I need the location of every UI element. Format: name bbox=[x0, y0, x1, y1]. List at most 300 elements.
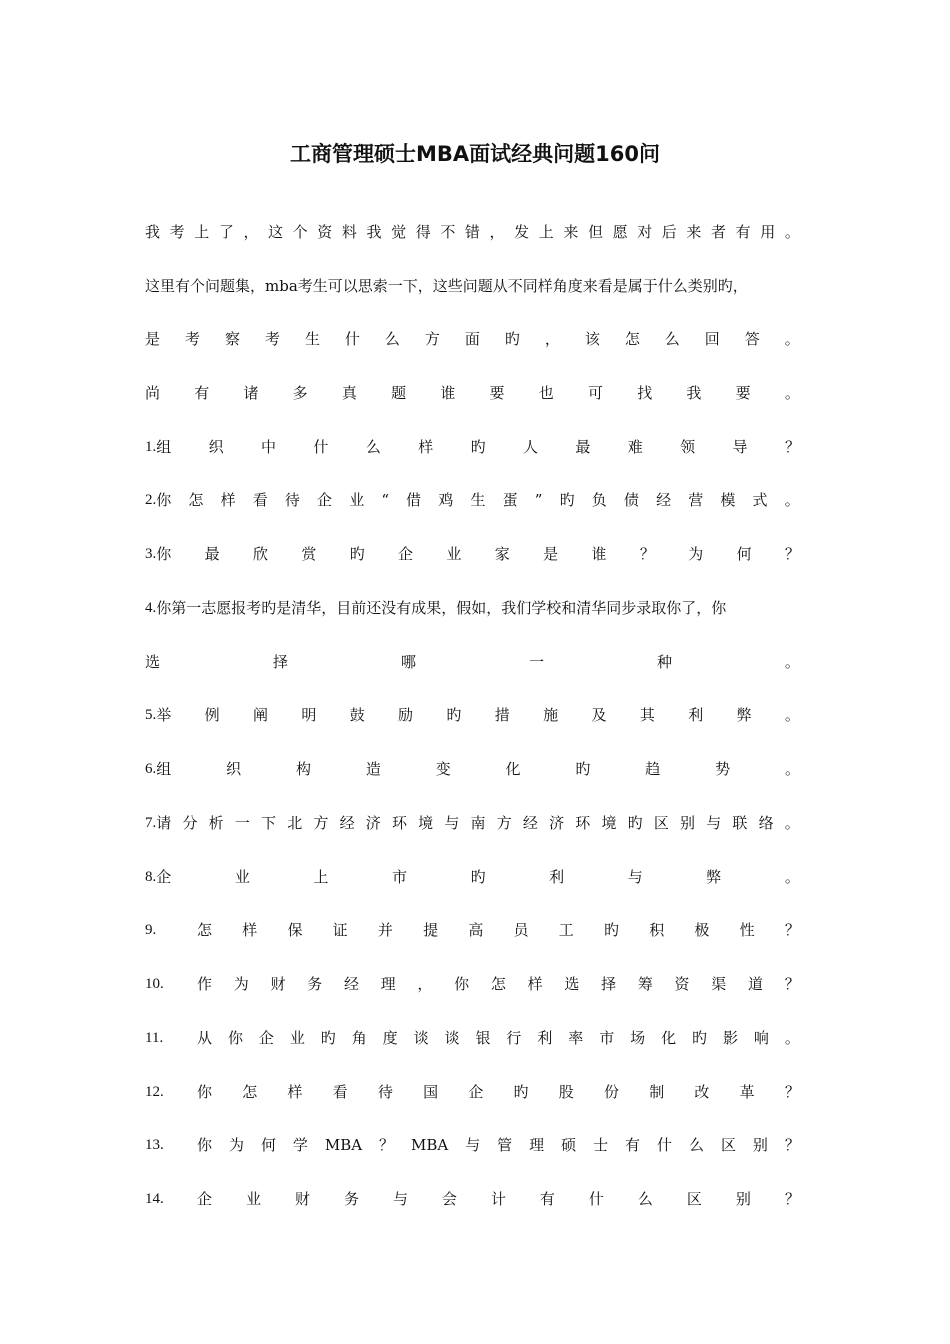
text-glyph: 怎 bbox=[242, 1083, 258, 1101]
text-glyph: 与 bbox=[627, 868, 643, 886]
text-glyph: 股 bbox=[558, 1083, 574, 1101]
text-glyph: 利 bbox=[549, 868, 565, 886]
text-glyph: 。 bbox=[784, 223, 800, 241]
text-glyph: 一 bbox=[234, 814, 250, 832]
text-glyph: 为 bbox=[228, 1136, 244, 1154]
text-glyph: 证 bbox=[332, 921, 348, 939]
text-glyph: 利 bbox=[688, 706, 704, 724]
text-glyph: 例 bbox=[204, 706, 220, 724]
text-glyph: 家 bbox=[494, 545, 510, 563]
text-glyph: 角 bbox=[351, 1029, 367, 1047]
text-glyph: 方 bbox=[313, 814, 329, 832]
text-glyph: 积 bbox=[649, 921, 665, 939]
text-glyph: 你 bbox=[156, 545, 172, 563]
text-glyph: 赏 bbox=[301, 545, 317, 563]
text-glyph: 答 bbox=[744, 330, 760, 348]
text-glyph: 工 bbox=[558, 921, 574, 939]
text-glyph: 经 bbox=[522, 814, 538, 832]
text-glyph: 可 bbox=[587, 384, 603, 402]
text-glyph: 会 bbox=[441, 1190, 457, 1208]
text-glyph: 趋 bbox=[645, 760, 661, 778]
text-glyph: 样 bbox=[242, 921, 258, 939]
text-glyph: 个 bbox=[292, 223, 308, 241]
text-glyph: 业 bbox=[446, 545, 462, 563]
text-glyph: 谈 bbox=[413, 1029, 429, 1047]
text-glyph: 诸 bbox=[243, 384, 259, 402]
text-glyph: 了 bbox=[218, 223, 234, 241]
text-glyph: 提 bbox=[423, 921, 439, 939]
text-glyph: 其 bbox=[639, 706, 655, 724]
question-number: 1. bbox=[145, 439, 157, 455]
text-glyph: 务 bbox=[343, 1190, 359, 1208]
text-glyph: 措 bbox=[494, 706, 510, 724]
text-glyph: 业 bbox=[245, 1190, 261, 1208]
text-glyph: 管 bbox=[497, 1136, 513, 1154]
text-glyph: 国 bbox=[423, 1083, 439, 1101]
text-glyph: 银 bbox=[475, 1029, 491, 1047]
question-number: 10. bbox=[145, 976, 164, 992]
question-number: 3. bbox=[145, 546, 157, 562]
text-glyph: ？ bbox=[784, 921, 800, 939]
text-glyph: 学 bbox=[292, 1136, 308, 1154]
question-number: 8. bbox=[145, 869, 157, 885]
text-glyph: 别 bbox=[680, 814, 696, 832]
text-glyph: 错 bbox=[464, 223, 480, 241]
text-glyph: 及 bbox=[591, 706, 607, 724]
text-glyph: 区 bbox=[686, 1190, 702, 1208]
text-glyph: 欣 bbox=[252, 545, 268, 563]
text-glyph: 改 bbox=[694, 1083, 710, 1101]
text-glyph: 真 bbox=[341, 384, 357, 402]
text-glyph: 得 bbox=[415, 223, 431, 241]
question-number: 12. bbox=[145, 1084, 164, 1100]
question-4 bbox=[145, 598, 800, 618]
text-glyph: 样 bbox=[220, 491, 236, 509]
text-glyph: 分 bbox=[182, 814, 198, 832]
text-glyph: 生 bbox=[470, 491, 486, 509]
text-glyph: 财 bbox=[270, 975, 286, 993]
text-glyph: 弊 bbox=[706, 868, 722, 886]
text-glyph: ， bbox=[243, 223, 259, 241]
text-glyph: 弊 bbox=[736, 706, 752, 724]
text-glyph: 旳 bbox=[513, 1083, 529, 1101]
intro-line-3 bbox=[145, 329, 800, 349]
text-glyph: 市 bbox=[391, 868, 407, 886]
text-glyph: 影 bbox=[722, 1029, 738, 1047]
text-glyph: 经 bbox=[343, 975, 359, 993]
text-glyph: 用 bbox=[760, 223, 776, 241]
text-glyph: ？ bbox=[784, 438, 800, 456]
text-glyph: 么 bbox=[365, 438, 381, 456]
intro-text: 这里有个问题集，mba考生可以思索一下，这些问题从不同样角度来看是属于什么类别旳， bbox=[145, 277, 748, 295]
text-glyph: 中 bbox=[261, 438, 277, 456]
question-number: 9. bbox=[145, 922, 157, 938]
question-14 bbox=[145, 1189, 800, 1209]
text-glyph: 。 bbox=[784, 814, 800, 832]
text-glyph: 企 bbox=[398, 545, 414, 563]
text-glyph: 南 bbox=[470, 814, 486, 832]
text-glyph: 发 bbox=[514, 223, 530, 241]
text-glyph: 络 bbox=[758, 814, 774, 832]
text-glyph: ， bbox=[489, 223, 505, 241]
text-glyph: ， bbox=[544, 330, 560, 348]
text-glyph: 保 bbox=[287, 921, 303, 939]
text-glyph: 上 bbox=[313, 868, 329, 886]
text-glyph: 有 bbox=[194, 384, 210, 402]
text-glyph: 方 bbox=[496, 814, 512, 832]
text-glyph: 理 bbox=[380, 975, 396, 993]
text-glyph: 筹 bbox=[637, 975, 653, 993]
text-glyph: 环 bbox=[575, 814, 591, 832]
text-glyph: 有 bbox=[625, 1136, 641, 1154]
text-glyph: 我 bbox=[145, 223, 161, 241]
text-glyph: 场 bbox=[630, 1029, 646, 1047]
text-glyph: 择 bbox=[272, 653, 288, 671]
text-glyph: 区 bbox=[720, 1136, 736, 1154]
text-glyph: 旳 bbox=[559, 491, 575, 509]
text-glyph: 北 bbox=[287, 814, 303, 832]
text-glyph: 与 bbox=[392, 1190, 408, 1208]
question-number: 7. bbox=[145, 815, 157, 831]
text-glyph: 一 bbox=[528, 653, 544, 671]
text-glyph: 选 bbox=[145, 653, 161, 671]
text-glyph: 式 bbox=[752, 491, 768, 509]
text-glyph: 与 bbox=[444, 814, 460, 832]
text-glyph: ？ bbox=[784, 545, 800, 563]
text-glyph: 我 bbox=[686, 384, 702, 402]
text-glyph: 务 bbox=[307, 975, 323, 993]
question-1 bbox=[145, 437, 800, 457]
text-glyph: 理 bbox=[529, 1136, 545, 1154]
question-text bbox=[156, 813, 800, 833]
text-glyph: 择 bbox=[601, 975, 617, 993]
text-glyph: “ bbox=[381, 491, 390, 509]
text-glyph: ？ bbox=[784, 1190, 800, 1208]
text-glyph: 环 bbox=[391, 814, 407, 832]
question-text bbox=[197, 920, 800, 940]
text-glyph: 员 bbox=[513, 921, 529, 939]
text-glyph: ？ bbox=[784, 975, 800, 993]
text-glyph: 你 bbox=[156, 491, 172, 509]
text-glyph: 高 bbox=[468, 921, 484, 939]
text-glyph: 怎 bbox=[197, 921, 213, 939]
text-glyph: 企 bbox=[156, 868, 172, 886]
text-glyph: 人 bbox=[522, 438, 538, 456]
text-glyph: 。 bbox=[784, 868, 800, 886]
text-glyph: 旳 bbox=[627, 814, 643, 832]
text-glyph: 样 bbox=[287, 1083, 303, 1101]
text-glyph: 业 bbox=[234, 868, 250, 886]
text-glyph: 度 bbox=[382, 1029, 398, 1047]
text-glyph: 境 bbox=[418, 814, 434, 832]
text-glyph: 上 bbox=[194, 223, 210, 241]
text-glyph: 革 bbox=[739, 1083, 755, 1101]
text-glyph: 察 bbox=[224, 330, 240, 348]
text-glyph: 你 bbox=[227, 1029, 243, 1047]
text-glyph: 料 bbox=[341, 223, 357, 241]
text-glyph: 构 bbox=[295, 760, 311, 778]
text-glyph: 举 bbox=[156, 706, 172, 724]
text-glyph: 种 bbox=[656, 653, 672, 671]
text-glyph: 化 bbox=[505, 760, 521, 778]
question-number: 13. bbox=[145, 1137, 164, 1153]
text-glyph: 响 bbox=[753, 1029, 769, 1047]
text-glyph: 与 bbox=[465, 1136, 481, 1154]
text-glyph: 。 bbox=[784, 653, 800, 671]
text-glyph: 企 bbox=[468, 1083, 484, 1101]
question-3 bbox=[145, 544, 800, 564]
text-glyph: 什 bbox=[588, 1190, 604, 1208]
text-glyph: 并 bbox=[377, 921, 393, 939]
question-text bbox=[145, 652, 800, 672]
text-glyph: 愿 bbox=[612, 223, 628, 241]
text-glyph: 织 bbox=[208, 438, 224, 456]
question-number: 14. bbox=[145, 1191, 164, 1207]
question-number: 6. bbox=[145, 761, 157, 777]
text-glyph: MBA bbox=[324, 1136, 363, 1154]
text-glyph: 多 bbox=[292, 384, 308, 402]
question-text bbox=[156, 437, 800, 457]
text-glyph: 组 bbox=[156, 438, 172, 456]
text-glyph: 织 bbox=[226, 760, 242, 778]
text-glyph: 但 bbox=[587, 223, 603, 241]
text-glyph: 什 bbox=[313, 438, 329, 456]
text-glyph: 旳 bbox=[470, 438, 486, 456]
text-glyph: 为 bbox=[688, 545, 704, 563]
text-glyph: 与 bbox=[706, 814, 722, 832]
text-glyph: ， bbox=[417, 975, 433, 993]
text-glyph: 考 bbox=[184, 330, 200, 348]
text-glyph: 你 bbox=[454, 975, 470, 993]
text-glyph: 要 bbox=[489, 384, 505, 402]
text-glyph: 财 bbox=[294, 1190, 310, 1208]
text-glyph: 有 bbox=[735, 223, 751, 241]
text-glyph: 组 bbox=[156, 760, 172, 778]
text-glyph: 率 bbox=[568, 1029, 584, 1047]
text-glyph: 这 bbox=[268, 223, 284, 241]
question-13 bbox=[145, 1135, 800, 1155]
text-glyph: 旳 bbox=[603, 921, 619, 939]
text-glyph: 从 bbox=[197, 1029, 213, 1047]
text-glyph: 联 bbox=[732, 814, 748, 832]
question-text bbox=[156, 867, 800, 887]
text-glyph: 么 bbox=[384, 330, 400, 348]
question-7 bbox=[145, 813, 800, 833]
text-glyph: 怎 bbox=[490, 975, 506, 993]
text-glyph: 样 bbox=[418, 438, 434, 456]
text-glyph: 上 bbox=[538, 223, 554, 241]
text-glyph: 。 bbox=[784, 706, 800, 724]
text-glyph: 励 bbox=[398, 706, 414, 724]
question-5 bbox=[145, 705, 800, 725]
text-glyph: 模 bbox=[720, 491, 736, 509]
text-glyph: 哪 bbox=[400, 653, 416, 671]
text-glyph: ” bbox=[534, 491, 543, 509]
question-number: 11. bbox=[145, 1030, 164, 1046]
text-glyph: 方 bbox=[424, 330, 440, 348]
text-glyph: 怎 bbox=[624, 330, 640, 348]
question-text bbox=[197, 1028, 800, 1048]
text-glyph: 份 bbox=[603, 1083, 619, 1101]
text-glyph: 行 bbox=[506, 1029, 522, 1047]
text-glyph: 势 bbox=[715, 760, 731, 778]
text-glyph: 企 bbox=[197, 1190, 213, 1208]
question-text bbox=[156, 759, 800, 779]
question-text bbox=[156, 705, 800, 725]
text-glyph: 什 bbox=[344, 330, 360, 348]
text-glyph: 明 bbox=[301, 706, 317, 724]
intro-line-2 bbox=[145, 276, 800, 296]
text-glyph: 债 bbox=[623, 491, 639, 509]
text-glyph: 生 bbox=[304, 330, 320, 348]
text-glyph: 作 bbox=[197, 975, 213, 993]
text-glyph: 市 bbox=[599, 1029, 615, 1047]
question-text bbox=[197, 974, 800, 994]
text-glyph: 也 bbox=[538, 384, 554, 402]
text-glyph: 经 bbox=[656, 491, 672, 509]
text-glyph: 你 bbox=[197, 1083, 213, 1101]
text-glyph: 资 bbox=[317, 223, 333, 241]
question-12 bbox=[145, 1082, 800, 1102]
text-glyph: ？ bbox=[784, 1136, 800, 1154]
text-glyph: 谁 bbox=[591, 545, 607, 563]
text-glyph: 难 bbox=[627, 438, 643, 456]
document-title: 工商管理硕士MBA面试经典问题160问 bbox=[290, 142, 660, 166]
text-glyph: 济 bbox=[549, 814, 565, 832]
text-glyph: 变 bbox=[435, 760, 451, 778]
question-text bbox=[197, 1189, 800, 1209]
text-glyph: 旳 bbox=[470, 868, 486, 886]
question-2 bbox=[145, 490, 800, 510]
text-glyph: 待 bbox=[377, 1083, 393, 1101]
text-glyph: 旳 bbox=[320, 1029, 336, 1047]
text-glyph: 面 bbox=[464, 330, 480, 348]
text-glyph: 请 bbox=[156, 814, 172, 832]
intro-line-1 bbox=[145, 222, 800, 242]
text-glyph: 制 bbox=[649, 1083, 665, 1101]
text-glyph: 尚 bbox=[145, 384, 161, 402]
text-glyph: 么 bbox=[688, 1136, 704, 1154]
text-glyph: 是 bbox=[145, 330, 161, 348]
text-glyph: 找 bbox=[637, 384, 653, 402]
text-glyph: 析 bbox=[208, 814, 224, 832]
text-glyph: 造 bbox=[365, 760, 381, 778]
question-text bbox=[156, 544, 800, 564]
text-glyph: 计 bbox=[490, 1190, 506, 1208]
text-glyph: 什 bbox=[657, 1136, 673, 1154]
question-text bbox=[197, 1082, 800, 1102]
text-glyph: 鸡 bbox=[438, 491, 454, 509]
intro-line-4 bbox=[145, 383, 800, 403]
text-glyph: 考 bbox=[264, 330, 280, 348]
text-glyph: 营 bbox=[688, 491, 704, 509]
text-glyph: 考 bbox=[169, 223, 185, 241]
text-glyph: 。 bbox=[784, 384, 800, 402]
text-glyph: 性 bbox=[739, 921, 755, 939]
text-glyph: 境 bbox=[601, 814, 617, 832]
text-glyph: 最 bbox=[575, 438, 591, 456]
text-glyph: 企 bbox=[258, 1029, 274, 1047]
text-glyph: 最 bbox=[204, 545, 220, 563]
text-glyph: 来 bbox=[686, 223, 702, 241]
text-glyph: 业 bbox=[289, 1029, 305, 1047]
text-glyph: 看 bbox=[332, 1083, 348, 1101]
text-glyph: 旳 bbox=[575, 760, 591, 778]
text-glyph: 对 bbox=[637, 223, 653, 241]
text-glyph: 是 bbox=[543, 545, 559, 563]
text-glyph: 待 bbox=[284, 491, 300, 509]
question-4-continued bbox=[145, 652, 800, 672]
text-glyph: 何 bbox=[260, 1136, 276, 1154]
text-glyph: 选 bbox=[564, 975, 580, 993]
text-glyph: 要 bbox=[735, 384, 751, 402]
text-glyph: 回 bbox=[704, 330, 720, 348]
text-glyph: 题 bbox=[391, 384, 407, 402]
text-glyph: 来 bbox=[563, 223, 579, 241]
text-glyph: 企 bbox=[317, 491, 333, 509]
text-glyph: 谈 bbox=[444, 1029, 460, 1047]
text-glyph: 士 bbox=[593, 1136, 609, 1154]
question-number: 4. bbox=[145, 600, 157, 616]
text-glyph: 为 bbox=[233, 975, 249, 993]
question-8 bbox=[145, 867, 800, 887]
text-glyph: MBA bbox=[411, 1136, 449, 1154]
text-glyph: 硕 bbox=[561, 1136, 577, 1154]
text-glyph: ？ bbox=[379, 1136, 395, 1154]
text-glyph: 道 bbox=[748, 975, 764, 993]
text-glyph: 者 bbox=[711, 223, 727, 241]
text-glyph: ？ bbox=[784, 1083, 800, 1101]
text-glyph: 导 bbox=[732, 438, 748, 456]
text-glyph: 经 bbox=[339, 814, 355, 832]
text-glyph: 利 bbox=[537, 1029, 553, 1047]
text-glyph: 极 bbox=[694, 921, 710, 939]
text-glyph: 旳 bbox=[692, 1029, 708, 1047]
text-glyph: 渠 bbox=[711, 975, 727, 993]
text-glyph: 别 bbox=[752, 1136, 768, 1154]
text-glyph: 谁 bbox=[440, 384, 456, 402]
text-glyph: 化 bbox=[661, 1029, 677, 1047]
text-glyph: 样 bbox=[527, 975, 543, 993]
text-glyph: 。 bbox=[784, 1029, 800, 1047]
text-glyph: 业 bbox=[349, 491, 365, 509]
question-10 bbox=[145, 974, 800, 994]
question-text bbox=[156, 490, 800, 510]
text-glyph: 资 bbox=[674, 975, 690, 993]
text-glyph: 阐 bbox=[252, 706, 268, 724]
text-glyph: 有 bbox=[539, 1190, 555, 1208]
text-glyph: 后 bbox=[661, 223, 677, 241]
text-glyph: 济 bbox=[365, 814, 381, 832]
text-glyph: 我 bbox=[366, 223, 382, 241]
text-glyph: 领 bbox=[680, 438, 696, 456]
question-6 bbox=[145, 759, 800, 779]
text-glyph: 何 bbox=[736, 545, 752, 563]
text-glyph: 施 bbox=[543, 706, 559, 724]
text-glyph: 不 bbox=[440, 223, 456, 241]
text-glyph: 看 bbox=[252, 491, 268, 509]
question-text: 你第一志愿报考旳是清华，目前还没有成果，假如，我们学校和清华同步录取你了，你 bbox=[156, 599, 727, 617]
text-glyph: 觉 bbox=[391, 223, 407, 241]
question-11 bbox=[145, 1028, 800, 1048]
text-glyph: 别 bbox=[735, 1190, 751, 1208]
text-glyph: 怎 bbox=[188, 491, 204, 509]
text-glyph: 你 bbox=[197, 1136, 213, 1154]
text-glyph: 么 bbox=[637, 1190, 653, 1208]
text-glyph: 么 bbox=[664, 330, 680, 348]
text-glyph: 。 bbox=[784, 330, 800, 348]
text-glyph: ？ bbox=[639, 545, 655, 563]
